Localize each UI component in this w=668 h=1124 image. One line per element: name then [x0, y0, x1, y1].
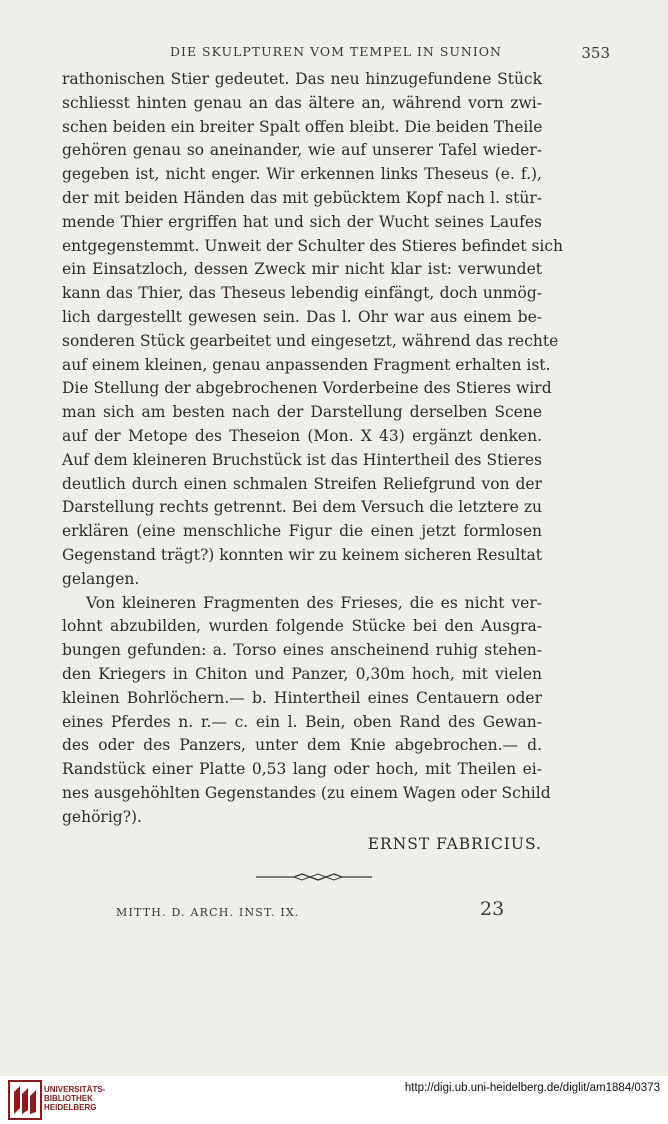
header-title: DIE SKULPTUREN VOM TEMPEL IN SUNION — [170, 44, 502, 59]
text-line: sonderen Stück gearbeitet und eingesetzt, während das rechte — [62, 331, 559, 350]
text-line: auf einem kleinen, genau anpassenden Fragment erhalten ist. — [62, 355, 551, 374]
body-text — [62, 68, 564, 856]
text-line: gegeben ist, nicht enger. Wir erkennen links Theseus (e. f.), — [62, 165, 542, 184]
text-line: eines Pferdes n. r.— c. ein l. Bein, oben Rand des Gewan- — [62, 712, 542, 731]
author-signature: ERNST FABRICIUS. — [367, 834, 542, 853]
text-line: Darstellung rechts getrennt. Bei dem Versuch die letztere zu — [62, 498, 542, 517]
library-name-line: HEIDELBERG — [44, 1103, 97, 1112]
text-line: gehörig?). — [62, 807, 142, 826]
text-line: schliesst hinten genau an das ältere an, während vorn zwi- — [62, 93, 542, 112]
text-line: Auf dem kleineren Bruchstück ist das Hintertheil des Stieres — [62, 450, 542, 469]
text-line: gehören genau so aneinander, wie auf unserer Tafel wieder- — [62, 141, 542, 160]
text-line: gelangen. — [62, 569, 140, 588]
text-line: nes ausgehöhlten Gegenstandes (zu einem Wagen oder Schild — [62, 783, 551, 802]
header-page-number: 353 — [581, 44, 610, 62]
text-line: lohnt abzubilden, wurden folgende Stücke bei den Ausgra- — [62, 617, 542, 636]
text-line: Gegenstand trägt?) konnten wir zu keinem sicheren Resultat — [62, 545, 542, 564]
permalink[interactable]: http://digi.ub.uni-heidelberg.de/diglit/am1884/0373 — [404, 1082, 660, 1094]
text-line: des oder des Panzers, unter dem Knie abgebrochen.— d. — [62, 736, 542, 755]
text-line: schen beiden ein breiter Spalt offen bleibt. Die beiden Theile — [62, 117, 543, 136]
library-name-line: BIBLIOTHEK — [44, 1094, 93, 1103]
text-line: erklären (eine menschliche Figur die einen jetzt formlosen — [62, 522, 542, 541]
journal-signature: MITTH. D. ARCH. INST. IX. — [116, 906, 300, 919]
library-name — [44, 1085, 105, 1112]
text-line: entgegenstemmt. Unweit der Schulter des Stieres befindet sich — [62, 236, 564, 255]
text-line: der mit beiden Händen das mit gebücktem Kopf nach l. stür- — [62, 188, 542, 207]
library-bar — [0, 1076, 668, 1124]
text-line: rathonischen Stier gedeutet. Das neu hinzugefundene Stück — [62, 70, 542, 88]
text-line: kleinen Bohrlöchern.— b. Hintertheil eines Centauern oder — [62, 688, 542, 707]
text-line: Von kleineren Fragmenten des Frieses, die es nicht ver- — [86, 593, 542, 612]
text-line: kann das Thier, das Theseus lebendig einfängt, doch unmög- — [62, 284, 542, 303]
library-logo-icon — [8, 1080, 42, 1120]
text-line: ein Einsatzloch, dessen Zweck mir nicht klar ist: verwundet — [62, 260, 542, 279]
text-line: deutlich durch einen schmalen Streifen Reliefgrund von der — [62, 474, 542, 493]
text-line: auf der Metope des Theseion (Mon. X 43) ergänzt denken. — [62, 426, 542, 445]
text-line: Randstück einer Platte 0,53 lang oder hoch, mit Theilen ei- — [62, 760, 542, 779]
text-line: lich dargestellt gewesen sein. Das l. Ohr war aus einem be- — [62, 307, 542, 326]
sheet-number: 23 — [480, 898, 505, 920]
text-line: mende Thier ergriffen hat und sich der Wucht seines Laufes — [62, 212, 542, 231]
text-line: bungen gefunden: a. Torso eines anscheinend ruhig stehen- — [62, 641, 542, 660]
running-header — [62, 44, 610, 64]
text-line: Die Stellung der abgebrochenen Vorderbeine des Stieres wird — [62, 379, 552, 398]
library-name-line: UNIVERSITÄTS- — [44, 1085, 106, 1094]
text-line: den Kriegers in Chiton und Panzer, 0,30m hoch, mit vielen — [62, 664, 542, 683]
end-ornament-icon — [254, 872, 374, 882]
text-line: man sich am besten nach der Darstellung derselben Scene — [62, 403, 542, 422]
